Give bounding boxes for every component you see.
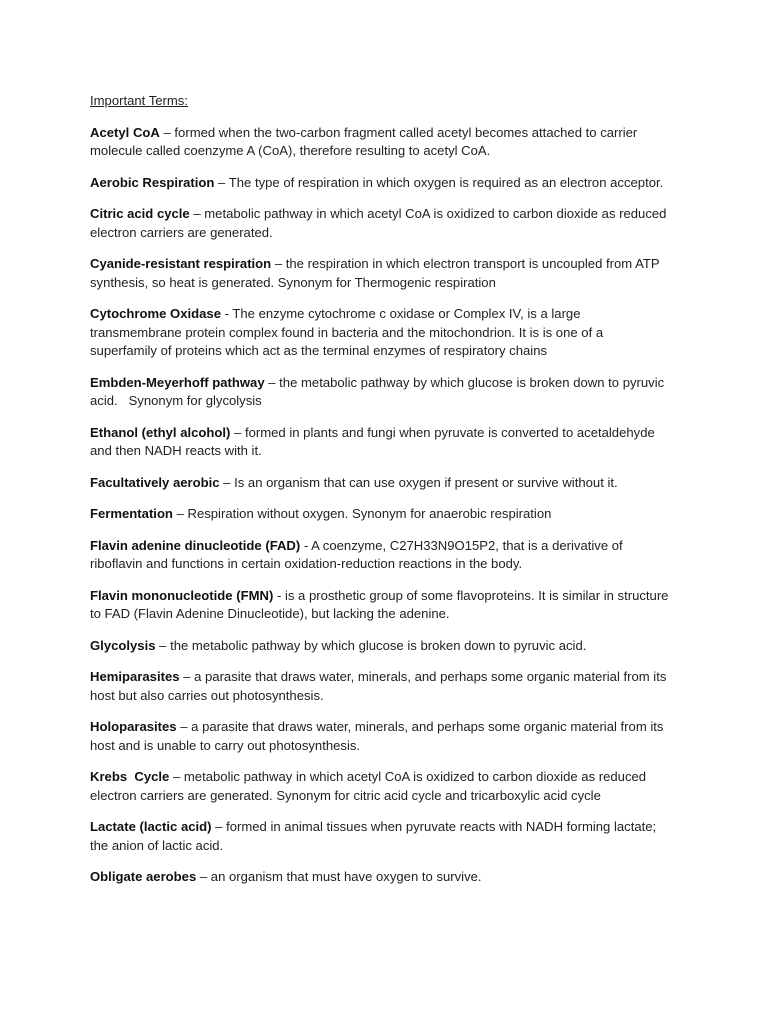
glossary-term: Obligate aerobes <box>90 869 197 884</box>
glossary-term: Facultatively aerobic <box>90 474 220 490</box>
glossary-term: Holoparasites <box>90 719 177 734</box>
glossary-definition: – the metabolic pathway by which glucose is broken down to pyruvic acid. Synonym for glycolysis <box>90 374 668 408</box>
glossary-term: Acetyl CoA <box>90 124 160 140</box>
glossary-term: Cyanide-resistant respiration <box>90 256 272 271</box>
glossary-definition: – metabolic pathway in which acetyl CoA is oxidized to carbon dioxide as reduced electron carriers are generated. <box>90 206 667 240</box>
glossary-entry <box>90 505 670 524</box>
page-heading: Important Terms: <box>90 93 188 108</box>
glossary-entry <box>90 718 670 755</box>
glossary-term: Flavin mononucleotide (FMN) <box>90 587 274 603</box>
glossary-entry <box>90 474 670 493</box>
glossary-term: Embden-Meyerhoff pathway <box>90 374 265 390</box>
glossary-entry <box>90 124 670 161</box>
glossary-definition: – a parasite that draws water, minerals, and perhaps some organic material from its host but also carries out photosynthesis. <box>90 669 667 703</box>
document-body <box>90 92 670 900</box>
glossary-entry <box>90 374 670 411</box>
glossary-entry <box>90 587 670 624</box>
glossary-definition: - The enzyme cytochrome c oxidase or Complex IV, is a large transmembrane protein complex found in bacteria and the mitochondrion. It is is one of a superfamily of proteins which act as the terminal enzymes of respiratory chains <box>90 306 604 358</box>
glossary-entry <box>90 818 670 855</box>
glossary-entry <box>90 537 670 574</box>
glossary-term: Fermentation <box>90 506 173 521</box>
glossary-entry <box>90 255 670 292</box>
glossary-entry <box>90 868 670 887</box>
glossary-entry <box>90 305 670 361</box>
glossary-entry <box>90 768 670 805</box>
glossary-definition: – formed in animal tissues when pyruvate reacts with NADH forming lactate; the anion of lactic acid. <box>90 819 657 853</box>
glossary-definition: - is a prosthetic group of some flavoproteins. It is similar in structure to FAD (Flavin Adenine Dinucleotide), but lacking the adenine. <box>90 587 669 621</box>
glossary-term: Glycolysis <box>90 637 156 653</box>
glossary-entry <box>90 174 670 193</box>
glossary-definition: – the metabolic pathway by which glucose is broken down to pyruvic acid. <box>155 637 587 653</box>
glossary-entry <box>90 637 670 656</box>
glossary-definition: – Respiration without oxygen. Synonym for anaerobic respiration <box>172 506 552 521</box>
glossary-term: Hemiparasites <box>90 669 180 684</box>
glossary-term: Krebs Cycle <box>90 769 170 784</box>
glossary-definition: – a parasite that draws water, minerals, and perhaps some organic material from its host and is unable to carry out photosynthesis. <box>90 719 664 753</box>
glossary-definition: – The type of respiration in which oxygen is required as an electron acceptor. <box>214 174 664 190</box>
glossary-term: Citric acid cycle <box>90 206 190 221</box>
glossary-term: Ethanol (ethyl alcohol) <box>90 424 231 440</box>
glossary-definition: – metabolic pathway in which acetyl CoA is oxidized to carbon dioxide as reduced electron carriers are generated. Synonym for citric acid cycle and tricarboxylic acid cycle <box>90 769 647 803</box>
glossary-definition: – formed when the two-carbon fragment called acetyl becomes attached to carrier molecule called coenzyme A (CoA), therefore resulting to acetyl CoA. <box>90 124 638 158</box>
glossary-entry <box>90 668 670 705</box>
glossary-term: Flavin adenine dinucleotide (FAD) <box>90 537 301 553</box>
glossary-entry <box>90 424 670 461</box>
glossary-definition: - A coenzyme, C27H33N9O15P2, that is a derivative of riboflavin and functions in certain oxidation-reduction reactions in the body. <box>90 537 623 571</box>
glossary-definition: – an organism that must have oxygen to survive. <box>196 869 482 884</box>
glossary-term: Aerobic Respiration <box>90 174 215 190</box>
glossary-definition: – the respiration in which electron transport is uncoupled from ATP synthesis, so heat is generated. Synonym for Thermogenic respiration <box>90 256 660 290</box>
glossary-definition: – Is an organism that can use oxygen if present or survive without it. <box>219 474 618 490</box>
glossary-entry <box>90 205 670 242</box>
glossary-term: Cytochrome Oxidase <box>90 306 221 321</box>
glossary-definition: – formed in plants and fungi when pyruvate is converted to acetaldehyde and then NADH reacts with it. <box>90 424 655 458</box>
glossary-term: Lactate (lactic acid) <box>90 819 212 834</box>
